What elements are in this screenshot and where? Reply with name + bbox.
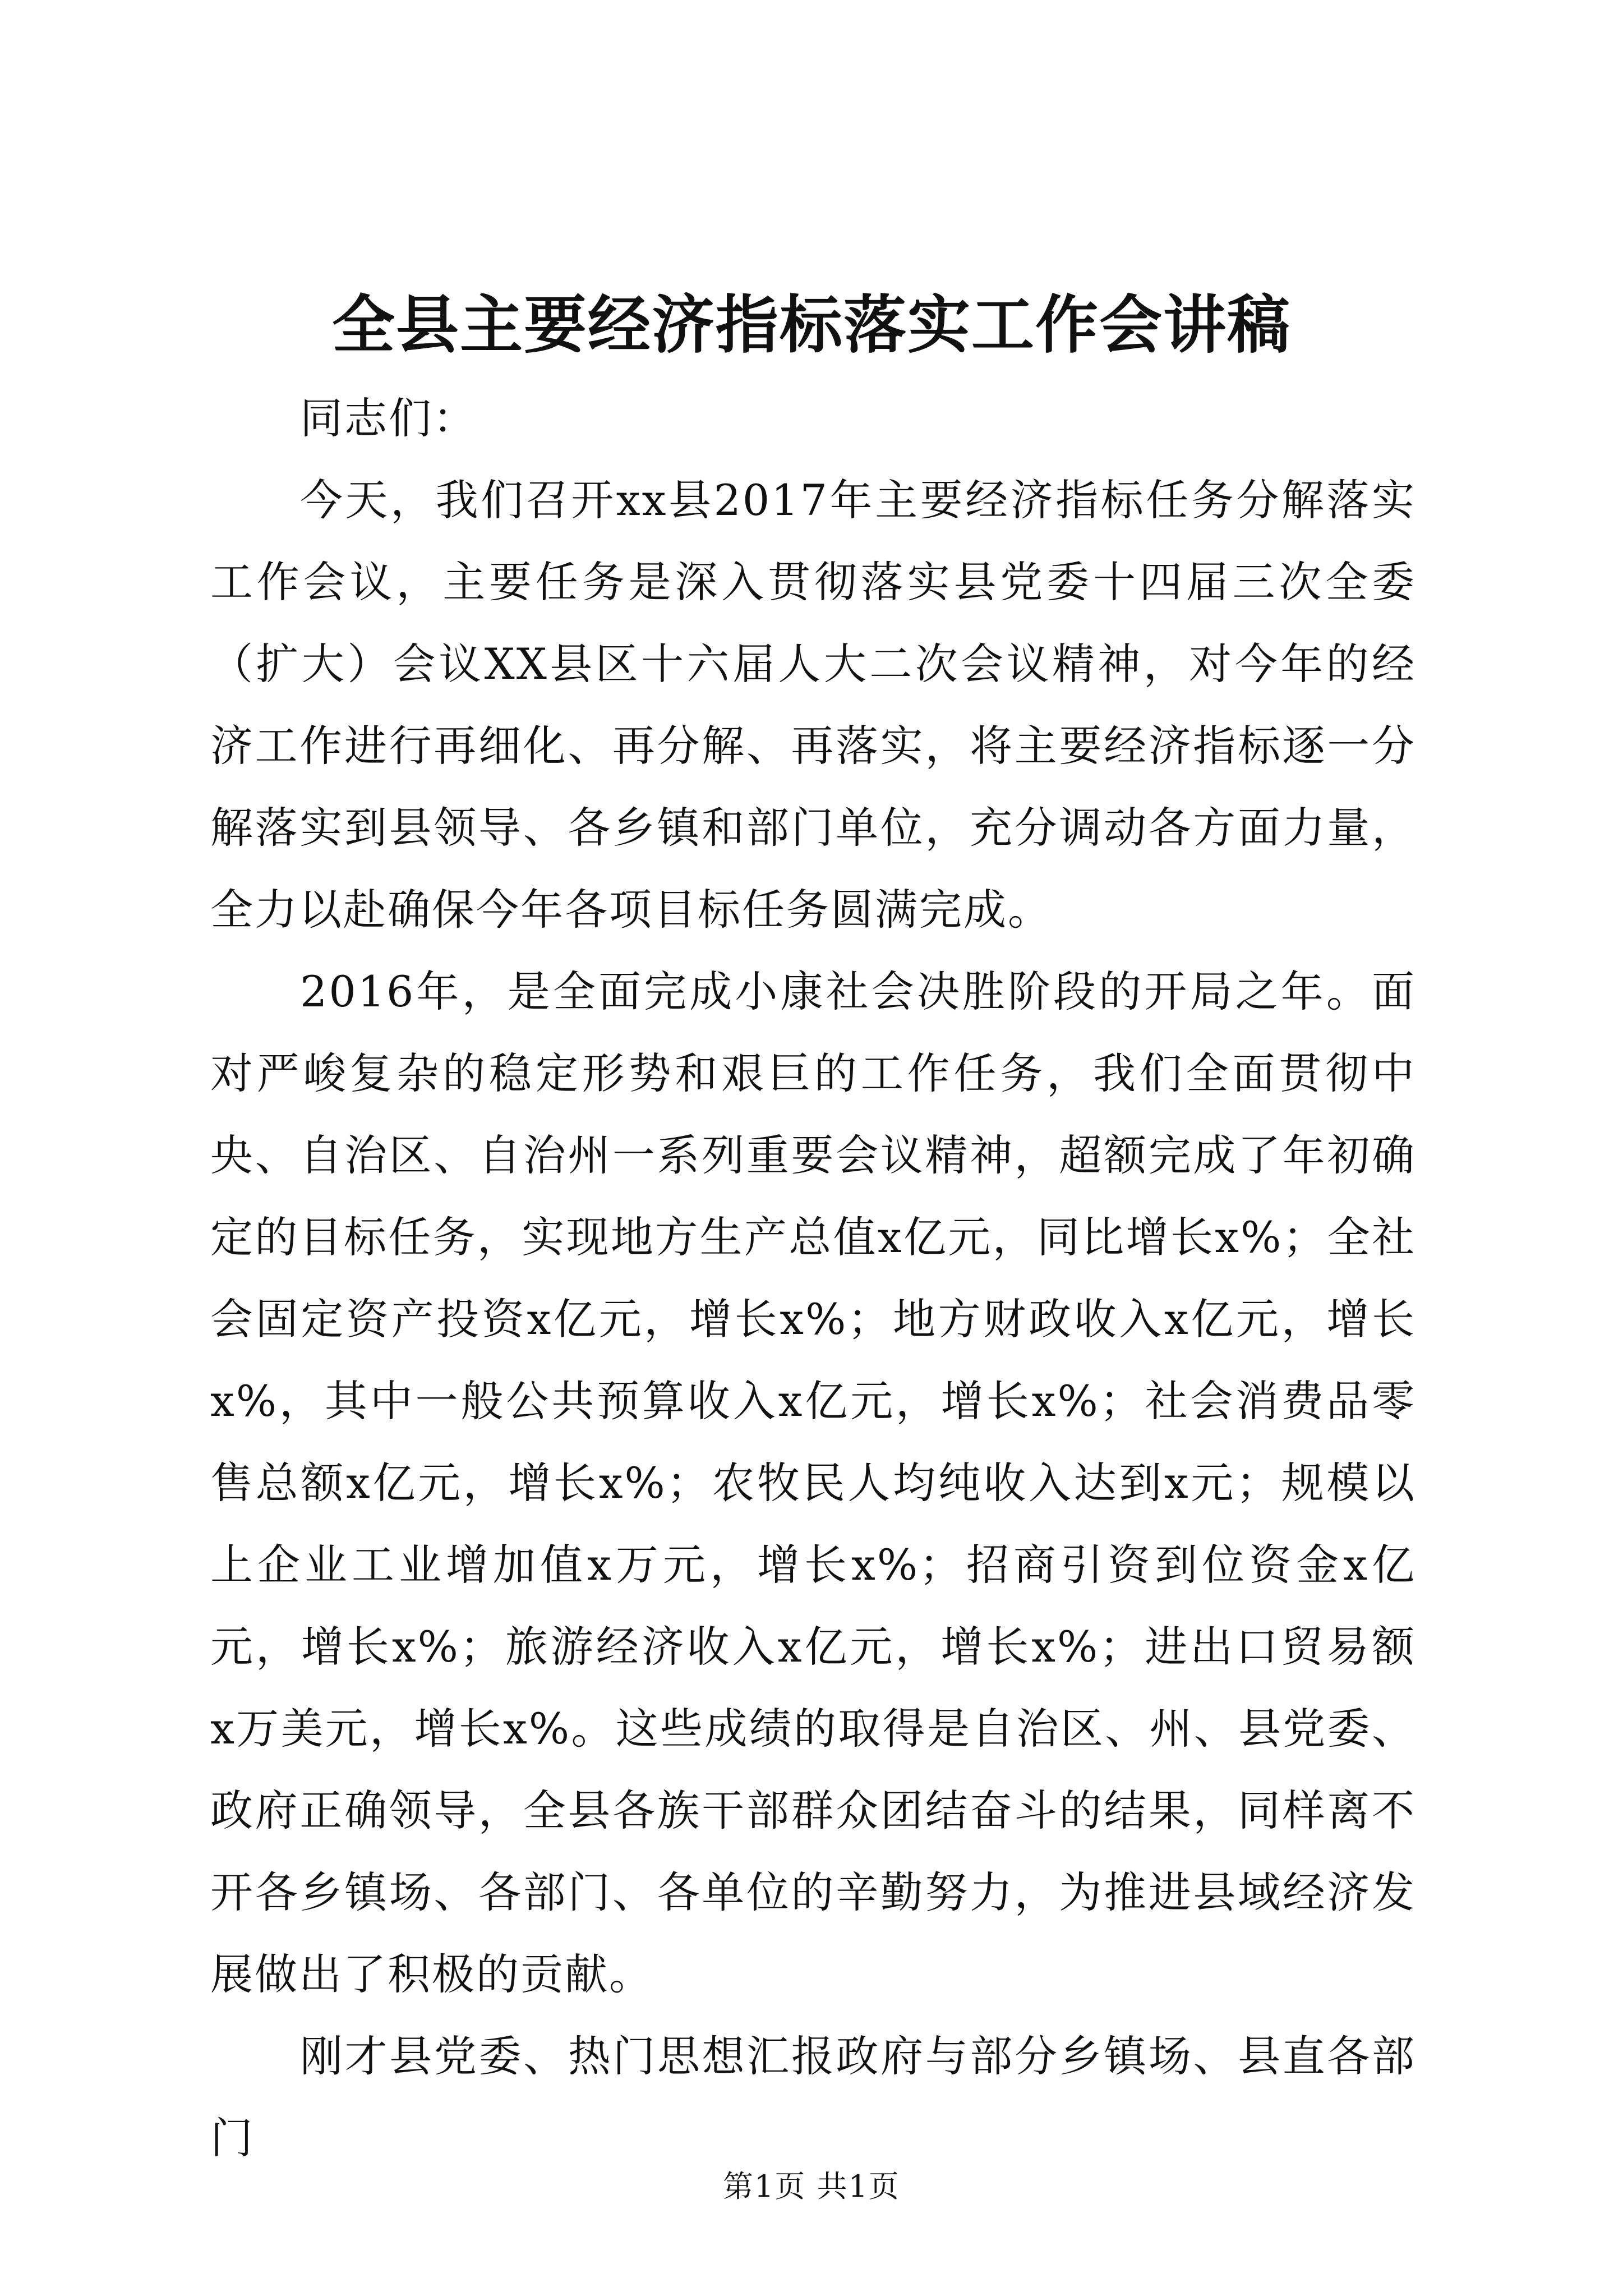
paragraph-1: 今天，我们召开xx县2017年主要经济指标任务分解落实工作会议，主要任务是深入贯彻落实县党委十四届三次全委（扩大）会议XX县区十六届人大二次会议精神，对今年的经济工作进行再细化、再分解、再落实，将主要经济指标逐一分解落实到县领导、各乡镇和部门单位，充分调动各方面力量，全力以赴确保今年各项目标任务圆满完成。 [210, 475, 1416, 935]
paragraph-2: 2016年，是全面完成小康社会决胜阶段的开局之年。面对严峻复杂的稳定形势和艰巨的工作任务，我们全面贯彻中央、自治区、自治州一系列重要会议精神，超额完成了年初确定的目标任务，实现地方生产总值x亿元，同比增长x%；全社会固定资产投资x亿元，增长x%；地方财政收入x亿元，增长x%，其中一般公共预算收入x亿元，增长x%；社会消费品零售总额x亿元，增长x%；农牧民人均纯收入达到x元；规模以上企业工业增加值x万元，增长x%；招商引资到位资金x亿元，增长x%；旅游经济收入x亿元，增长x%；进出口贸易额x万美元，增长x%。这些成绩的取得是自治区、州、县党委、政府正确领导，全县各族干部群众团结奋斗的结果，同样离不开各乡镇场、各部门、各单位的辛勤努力，为推进县域经济发展做出了积极的贡献。 [210, 967, 1416, 1999]
salutation: 同志们： [300, 393, 477, 443]
paragraph-3: 刚才县党委、热门思想汇报政府与部分乡镇场、县直各部门 [210, 2031, 1416, 2163]
document-body [210, 378, 1416, 2179]
page-number-footer: 第1页 共1页 [723, 2169, 900, 2204]
document-title: 全县主要经济指标落实工作会讲稿 [332, 288, 1291, 362]
